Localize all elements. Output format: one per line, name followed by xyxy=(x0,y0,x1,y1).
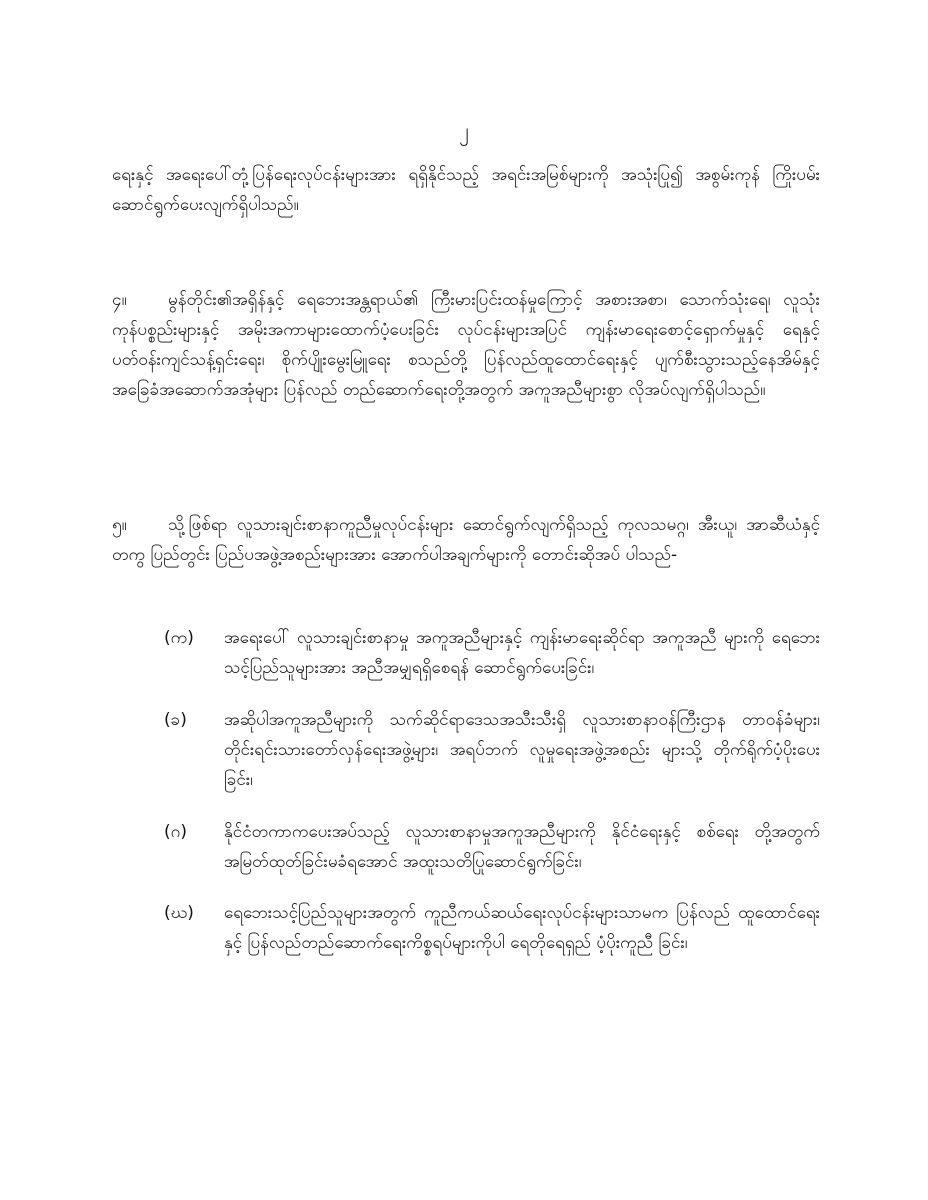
page-number: ၂ xyxy=(459,118,469,142)
list-item-label: (ဃ) xyxy=(164,903,194,923)
list-item-kha xyxy=(164,705,820,795)
list-item-text: အဆိုပါအကူအညီများကို သက်ဆိုင်ရာဒေသအသီးသီးရှိ လူသားစာနာဝန်ကြီးဌာန တာဝန်ခံများ၊ တိုင်းရင်းသားတော်လှန်ရေးအဖွဲ့များ၊ အရပ်ဘက် လူမှုရေးအဖွဲ့အစည်း များသို့ တိုက်ရိုက်ပံ့ပိုးပေးခြင်း၊ xyxy=(224,710,820,790)
list-item-label: (ဂ) xyxy=(164,822,187,842)
list-item-text: အရေးပေါ် လူသားချင်းစာနာမှု အကူအညီများနှင့် ကျန်းမာရေးဆိုင်ရာ အကူအညီ များကို ရေဘေးသင့်ပြည်သူများအား အညီအမျှရရှိစေရန် ဆောင်ရွက်ပေးခြင်း၊ xyxy=(224,628,820,678)
list-item-label: (ခ) xyxy=(164,710,187,730)
paragraph-4 xyxy=(112,285,820,405)
paragraph-5-number: ၅။ xyxy=(112,515,127,535)
paragraph-4-text: မွန်တိုင်း၏အရှိန်နှင့် ရေဘေးအန္တရာယ်၏ ကြီးမားပြင်းထန်မှုကြောင့် အစားအစာ၊ သောက်သုံးရေ၊ လူသုံးကုန်ပစ္စည်းများနှင့် အမိုးအကာများထောက်ပံ့ပေးခြင်း လုပ်ငန်းများအပြင် ကျန်းမာရေးစောင့်ရှောက်မှုနှင့် ရေနှင့်ပတ်ဝန်းကျင်သန့်ရှင်းရေး၊ စိုက်ပျိုးမွေးမြူရေး စသည်တို့ ပြန်လည်ထူထောင်ရေးနှင့် ပျက်စီးသွားသည့်နေအိမ်နှင့် အခြေခံအဆောက်အအုံများ ပြန်လည် တည်ဆောက်ရေးတို့အတွက် အကူအညီများစွာ လိုအပ်လျက်ရှိပါသည်။ xyxy=(112,290,820,400)
intro-paragraph: ရေးနှင့် အရေးပေါ်တုံ့ပြန်ရေးလုပ်ငန်းများအား ရရှိနိုင်သည့် အရင်းအမြစ်များကို အသုံးပြု၍ အစွမ်းကုန် ကြိုးပမ်းဆောင်ရွက်ပေးလျက်ရှိပါသည်။ xyxy=(112,165,820,215)
list-item-gha xyxy=(164,898,820,958)
list-item-text: ရေဘေးသင့်ပြည်သူများအတွက် ကူညီကယ်ဆယ်ရေးလုပ်ငန်းများသာမက ပြန်လည် ထူထောင်ရေးနှင့် ပြန်လည်တည်ဆောက်ရေးကိစ္စရပ်များကိုပါ ရေတိုရေရှည် ပံ့ပိုးကူညီ ခြင်း၊ xyxy=(224,903,820,953)
list-item-ka xyxy=(164,623,820,683)
paragraph-5 xyxy=(112,510,820,570)
list-item-text: နိုင်ငံတကာကပေးအပ်သည့် လူသားစာနာမှုအကူအညီများကို နိုင်ငံရေးနှင့် စစ်ရေး တို့အတွက် အမြတ်ထုတ်ခြင်းမခံရအောင် အထူးသတိပြုဆောင်ရွက်ခြင်း၊ xyxy=(224,822,820,872)
list-item-ga xyxy=(164,817,820,877)
paragraph-4-number: ၄။ xyxy=(112,290,127,310)
paragraph-5-text: သို့ဖြစ်ရာ လူသားချင်းစာနာကူညီမှုလုပ်ငန်းများ ဆောင်ရွက်လျက်ရှိသည့် ကုလသမဂ္ဂ၊ အီးယူ၊ အာဆီယံနှင့်တကွ ပြည်တွင်း ပြည်ပအဖွဲ့အစည်းများအား အောက်ပါအချက်များကို တောင်းဆိုအပ် ပါသည်- xyxy=(112,515,820,565)
list-item-label: (က) xyxy=(164,628,194,648)
